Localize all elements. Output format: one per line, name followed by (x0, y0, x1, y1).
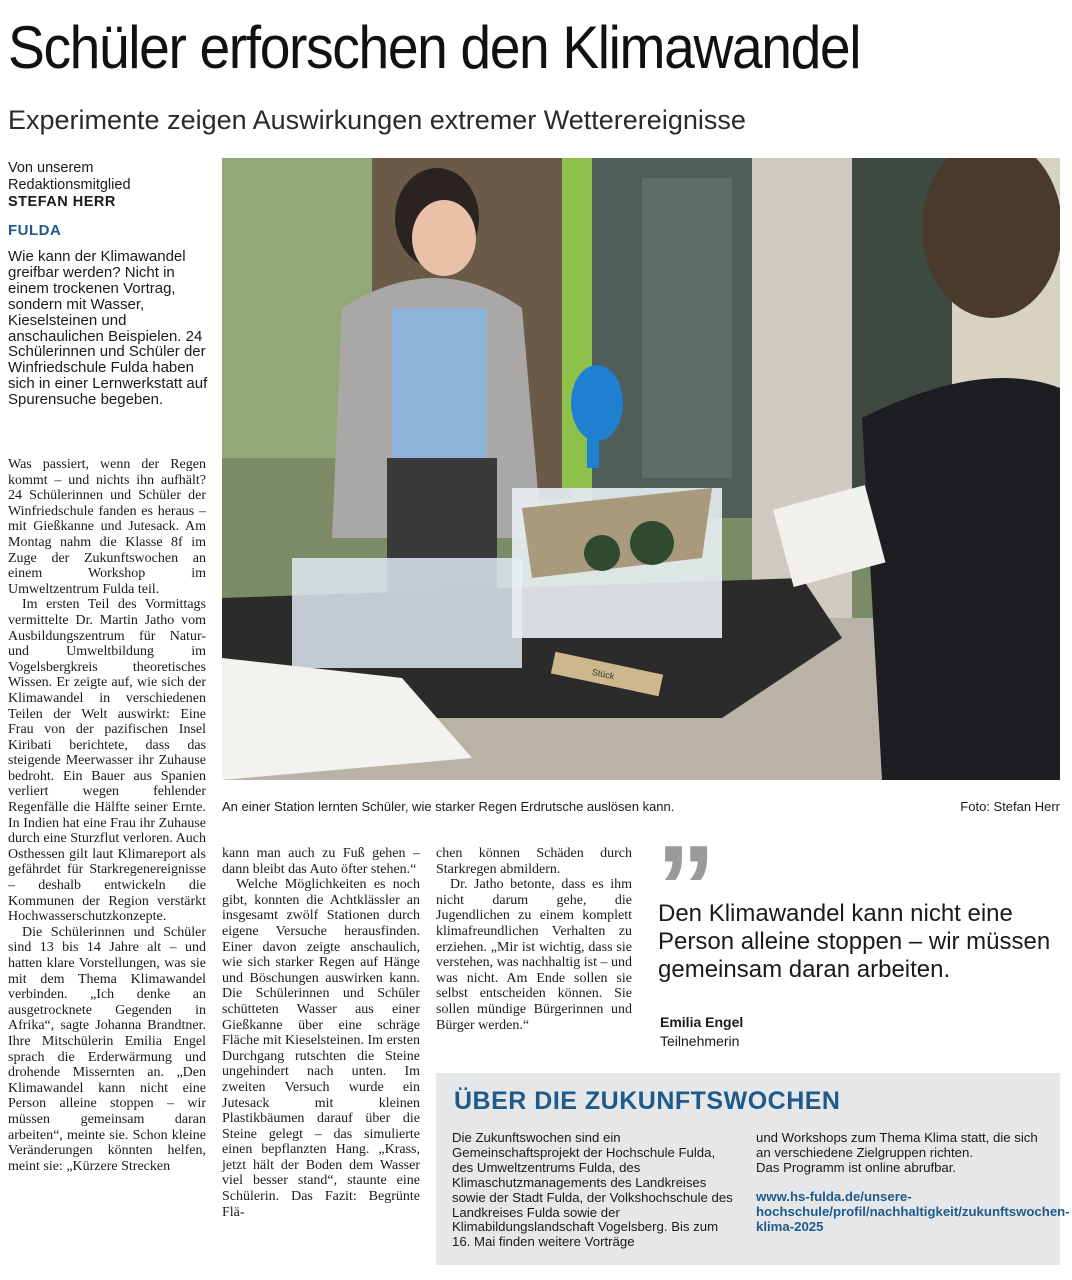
info-box-column-left (452, 1131, 740, 1250)
photo-credit: Foto: Stefan Herr (960, 799, 1060, 814)
caption-text: An einer Station lernten Schüler, wie starker Regen Erdrutsche auslösen kann. (222, 799, 675, 814)
info-box-column-right (756, 1130, 1070, 1234)
byline-line2: Redaktionsmitglied (8, 177, 131, 193)
body-paragraph: chen können Schäden durch Starkregen abmildern. (436, 846, 632, 877)
info-box-title: ÜBER DIE ZUKUNFTSWOCHEN (454, 1087, 841, 1115)
quote-author-role: Teilnehmerin (660, 1033, 740, 1049)
body-paragraph: Die Schülerinnen und Schüler sind 13 bis 14 Jahre alt – und hatten klare Vorstellungen, was sie mit dem Thema Klimawandel verbinden. „Ich denke an ausgetrocknete Gegenden in Afrika“, sagte Johanna Brandtner. Ihre Mitschülerin Emilia Engel sprach die Erderwärmung und drohende Missernten an. „Den Klimawandel kann nicht eine Person alleine stoppen – wir müssen gemeinsam daran arbeiten“, meinte sie. Schon kleine Veränderungen könnten helfen, meint sie: „Kürzere Strecken (8, 924, 206, 1174)
article-column-3 (436, 846, 632, 1033)
pull-quote: Den Klimawandel kann nicht eine Person alleine stoppen – wir müssen gemeinsam daran arbeiten. (658, 900, 1051, 983)
body-paragraph: Was passiert, wenn der Regen kommt – und nichts ihn aufhält? 24 Schülerinnen und Schüler der Winfriedschule fanden es heraus – mit Gießkanne und Jutesack. Am Montag nahm die Klasse 8f im Zuge der Zukunftswochen an einem Workshop im Umweltzentrum Fulda teil. (8, 457, 206, 597)
info-box (436, 1073, 1070, 1265)
quote-mark-icon: ” (656, 821, 706, 955)
lead-paragraph (8, 249, 208, 408)
photo-illustration (222, 158, 1060, 780)
info-box-link[interactable]: www.hs-fulda.de/unsere-hochschule/profil/nachhaltigkeit/zukunftswochen-klima-2025 (756, 1188, 1070, 1234)
info-box-text: Das Programm ist online abrufbar. (756, 1159, 957, 1175)
photo-caption (222, 799, 1060, 815)
byline (8, 160, 208, 211)
headline: Schüler erforschen den Klimawandel (8, 14, 861, 81)
byline-line1: Von unserem (8, 160, 94, 176)
article-column-1 (8, 457, 206, 1174)
body-paragraph: kann man auch zu Fuß gehen – dann bleibt das Auto öfter stehen.“ (222, 846, 420, 877)
info-box-text: und Workshops zum Thema Klima statt, die sich an verschiedene Zielgruppen richten. (756, 1130, 1038, 1160)
subheadline: Experimente zeigen Auswirkungen extremer Wetterereignisse (8, 105, 746, 135)
body-paragraph: Welche Möglichkeiten es noch gibt, konnten die Achtklässler an insgesamt zwölf Stationen durch eigene Versuche herausfinden. Einer davon zeigte anschaulich, wie sich starker Regen auf Hänge und Böschungen auswirken kann. Die Schülerinnen und Schüler schütteten Wasser aus einer Gießkanne über eine schräge Fläche mit Kieselsteinen. Im ersten Durchgang rutschten die Steine ungehindert nach unten. Im zweiten Versuch wurde ein Jutesack mit kleinen Plastikbäumen darauf über die Steine gelegt – das simulierte einen bepflanzten Hang. „Krass, jetzt hält der Boden dem Wasser viel besser stand“, staunte eine Schülerin. Das Fazit: Begrünte Flä- (222, 877, 420, 1220)
quote-author: Emilia Engel (660, 1014, 744, 1030)
body-paragraph: Dr. Jatho betonte, dass es ihm nicht darum gehe, die Jugendlichen zu einem komplett klimafreundlichen Verhalten zu erziehen. „Mir ist wichtig, dass sie verstehen, was nachhaltig ist – und was nicht. Am Ende sollen sie selbst entscheiden können. Sie sollen mündige Bürgerinnen und Bürger werden.“ (436, 877, 632, 1033)
info-box-text: Die Zukunftswochen sind ein Gemeinschaftsprojekt der Hochschule Fulda, des Umweltzentrums Fulda, des Klimaschutzmanagements des Landkreises sowie der Stadt Fulda, der Volkshochschule des Landkreises Fulda sowie der Klimabildungslandschaft Vogelsberg. Bis zum 16. Mai finden weitere Vorträge (452, 1130, 733, 1250)
byline-author: STEFAN HERR (8, 194, 116, 210)
lead-text: Wie kann der Klimawandel greifbar werden? Nicht in einem trockenen Vortrag, sondern mit Wasser, Kieselsteinen und anschaulichen Beispielen. 24 Schülerinnen und Schüler der Winfriedschule Fulda haben sich in einer Lernwerkstatt auf Spurensuche begeben. (8, 248, 208, 409)
body-paragraph: Im ersten Teil des Vormittags vermittelte Dr. Martin Jatho vom Ausbildungszentrum für Natur- und Umweltbildung im Vogelsbergkreis theoretisches Wissen. Er zeigte auf, wie sich der Klimawandel in verschiedenen Teilen der Welt auswirkt: Eine Frau von der pazifischen Insel Kiribati berichtete, dass das steigende Meerwasser ihr Zuhause bedroht. Ein Bauer aus Spanien verliert wegen fehlender Regenfälle die Hälfte seiner Ernte. In Indien hat eine Frau ihr Zuhause durch eine Sturzflut verloren. Auch Osthessen gilt laut Klimareport als gefährdet für Starkregenereignisse – deshalb entwickeln die Kommunen der Region verstärkt Hochwasserschutzkonzepte. (8, 597, 206, 925)
article-column-2 (222, 846, 420, 1220)
dateline: FULDA (8, 222, 62, 239)
article-photo (222, 158, 1060, 780)
photo-sign-text: Stück (591, 666, 616, 682)
